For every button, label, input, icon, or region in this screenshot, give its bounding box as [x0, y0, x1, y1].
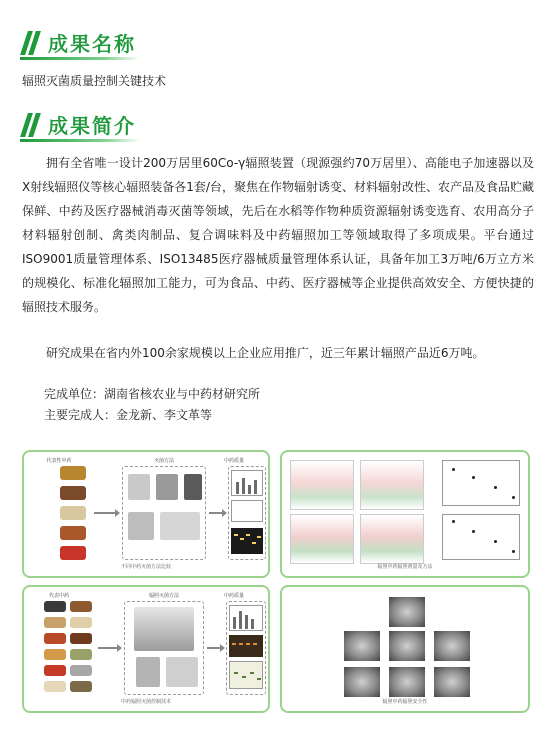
- herb-sample: [60, 486, 86, 500]
- irradiation-device-image: [160, 512, 200, 540]
- tlc-plate: [229, 661, 263, 689]
- herb-sample: [60, 526, 86, 540]
- figure-caption: 不同中药灭菌方法比较: [120, 564, 171, 570]
- data-point: [452, 520, 455, 523]
- dose-distribution-plot: [290, 460, 354, 510]
- section-title-name: 成果名称: [48, 32, 136, 56]
- herb-sample: [60, 546, 86, 560]
- herb-sample: [44, 665, 66, 676]
- accelerator-image: [166, 657, 198, 687]
- herb-sample: [60, 506, 86, 520]
- microscopy-image: [434, 631, 470, 661]
- fig3-col-raw: 代表中药: [48, 593, 69, 599]
- chromatography-plate: [231, 528, 263, 554]
- herb-sample: [70, 681, 92, 692]
- ethylene-oxide-image: [184, 474, 202, 500]
- dose-distribution-plot: [360, 514, 424, 564]
- section-title-summary: 成果简介: [48, 114, 136, 138]
- herb-sample: [70, 633, 92, 644]
- slash-decoration-icon: [20, 113, 42, 137]
- oven-image: [156, 474, 178, 500]
- figure-irradiation-safety: [280, 585, 530, 713]
- summary-paragraph-2: 研究成果在省内外100余家规模以上企业应用推广，近三年累计辐照产品近6万吨。: [46, 346, 485, 360]
- dose-regression-plot: [442, 460, 520, 506]
- data-point: [494, 540, 497, 543]
- dose-distribution-plot: [360, 460, 424, 510]
- fig1-col-method: 灭菌方法: [153, 458, 174, 464]
- herb-sample: [60, 466, 86, 480]
- chromatography-plate: [229, 635, 263, 657]
- figure-sterilization-comparison: [22, 450, 270, 578]
- herb-sample: [44, 681, 66, 692]
- microscopy-image: [389, 631, 425, 661]
- dosimeter-image: [136, 657, 160, 687]
- section-underline: [20, 139, 140, 142]
- section-header-summary: [20, 110, 136, 139]
- chart-bar: [251, 619, 254, 629]
- figure-caption: 辐照中药辐照剂量及方法: [377, 564, 433, 570]
- fig1-col-raw: 代表性中药: [46, 458, 72, 464]
- section-header-name: [20, 28, 136, 57]
- chart-bar: [239, 611, 242, 629]
- flow-arrow: [98, 647, 118, 649]
- flow-arrow: [94, 512, 116, 514]
- microscopy-image: [389, 667, 425, 697]
- microscopy-image: [389, 597, 425, 627]
- completion-unit: 完成单位：湖南省核农业与中药材研究所: [44, 387, 261, 401]
- data-point: [472, 476, 475, 479]
- herb-sample: [70, 617, 92, 628]
- data-point: [472, 530, 475, 533]
- herb-sample: [70, 649, 92, 660]
- microscopy-image: [344, 631, 380, 661]
- chart-bar: [245, 615, 248, 629]
- chart-bar: [242, 478, 245, 494]
- chart-bar: [248, 485, 251, 494]
- microscopy-image: [434, 667, 470, 697]
- fig3-col-method: 辐照灭菌方法: [148, 593, 179, 599]
- quality-chart: [231, 500, 263, 522]
- dose-distribution-plot: [290, 514, 354, 564]
- main-contributors: 主要完成人：金龙新、李文革等: [44, 408, 213, 422]
- microscopy-image: [344, 667, 380, 697]
- figure-caption: 辐照中药辐照安全性: [382, 699, 428, 705]
- flow-arrow: [209, 512, 223, 514]
- chart-bar: [233, 617, 236, 629]
- herb-sample: [44, 649, 66, 660]
- figure-caption: 中药辐照灭菌控制技术: [120, 699, 171, 705]
- herb-sample: [44, 601, 66, 612]
- autoclave-image: [128, 474, 150, 500]
- flow-arrow: [207, 647, 221, 649]
- result-name-text: 辐照灭菌质量控制关键技术: [22, 74, 167, 88]
- herb-sample: [70, 601, 92, 612]
- data-point: [512, 496, 515, 499]
- fig3-col-quality: 中药质量: [223, 593, 244, 599]
- herb-sample: [44, 633, 66, 644]
- irradiation-facility-image: [134, 607, 194, 651]
- data-point: [494, 486, 497, 489]
- figure-irradiation-dose: [280, 450, 530, 578]
- chart-bar: [254, 480, 257, 494]
- herb-sample: [70, 665, 92, 676]
- data-point: [512, 550, 515, 553]
- slash-decoration-icon: [20, 31, 42, 55]
- summary-paragraph-1: 拥有全省唯一设计200万居里60Co-γ辐照装置（现源强约70万居里）、高能电子加速器以及X射线辐照仪等核心辐照装备各1套/台，聚焦在作物辐射诱变、材料辐射改性、农产品及食品贮藏保鲜、中药及医疗器械消毒灭菌等领域，先后在水稻等作物种质资源辐射诱变选育、农用高分子材料辐射创制、禽类肉制品、复合调味料及中药辐照加工等领域取得了多项成果。平台通过ISO9001质量管理体系、ISO13485医疗器械质量管理体系认证，具备年加工3万吨/6万立方米的规模化、标准化辐照加工能力，可为食品、中药、医疗器械等企业提供高效安全、方便快捷的辐照技术服务。: [22, 156, 534, 314]
- herb-sample: [44, 617, 66, 628]
- figure-sterilization-control: [22, 585, 270, 713]
- section-underline: [20, 57, 140, 60]
- chart-bar: [236, 482, 239, 494]
- data-point: [452, 468, 455, 471]
- fig1-col-quality: 中药质量: [223, 458, 244, 464]
- microwave-image: [128, 512, 154, 540]
